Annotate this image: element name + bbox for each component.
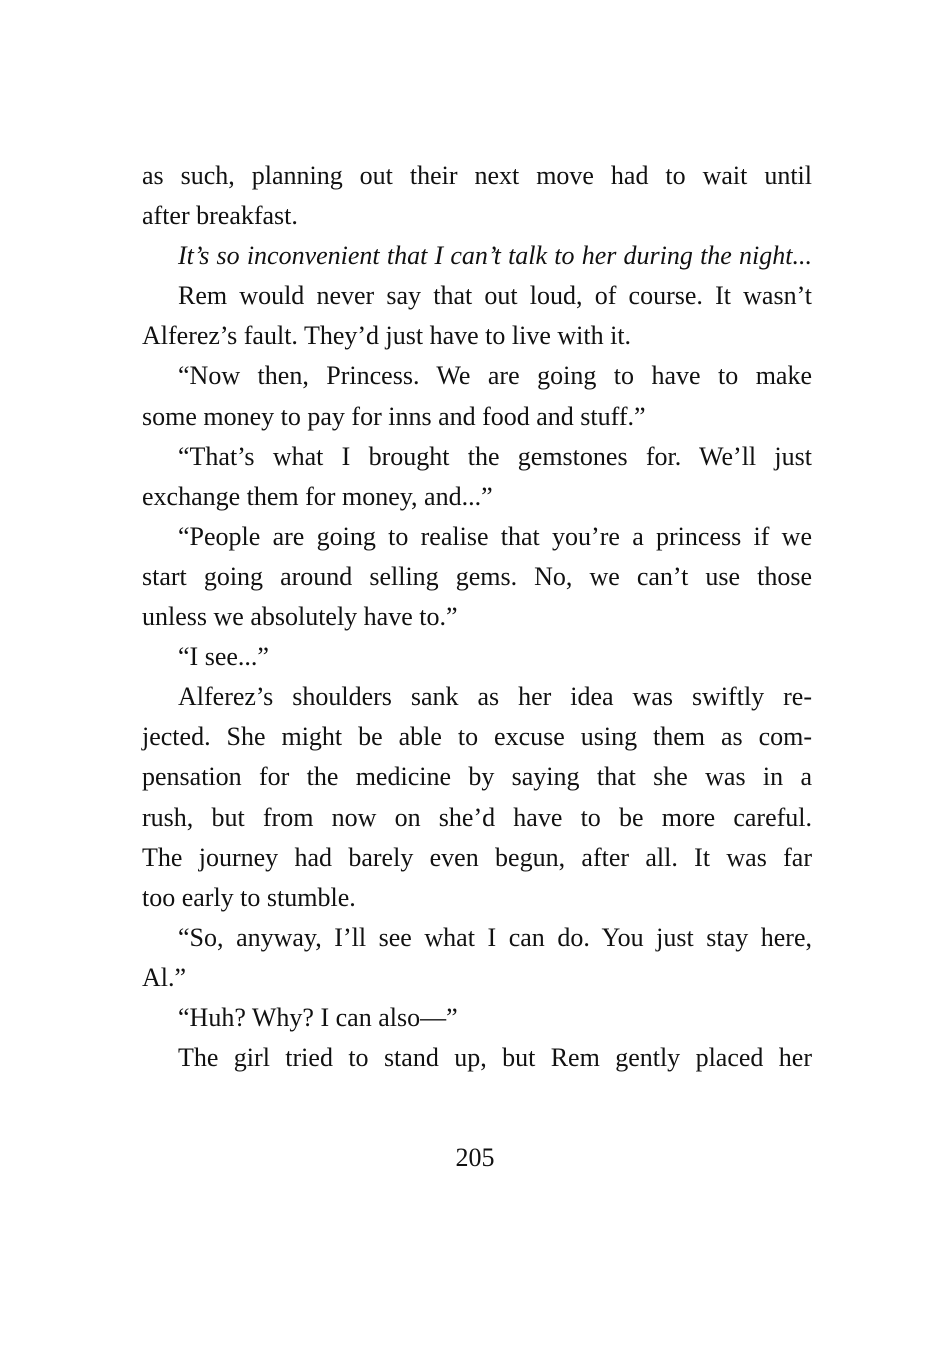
text-line: “I see...”	[178, 642, 269, 672]
text-line: Alferez’s fault. They’d just have to live with it.	[142, 321, 632, 351]
text-line: “Now then, Princess. We are going to have to make	[178, 361, 812, 391]
text-line: The journey had barely even begun, after all. It was far	[142, 842, 812, 872]
text-line: some money to pay for inns and food and stuff.”	[142, 401, 646, 431]
text-line: as such, planning out their next move had to wait until	[142, 161, 812, 190]
text-line: “That’s what I brought the gemstones for. We’ll just	[178, 441, 812, 471]
text-line: unless we absolutely have to.”	[142, 602, 458, 632]
inner-thought-line: It’s so inconvenient that I can’t talk to her during the night...	[178, 241, 812, 271]
body-text	[142, 156, 812, 1078]
text-line: The girl tried to stand up, but Rem gently placed her	[178, 1043, 812, 1073]
text-line: pensation for the medicine by saying that she was in a	[142, 762, 812, 792]
text-line: Rem would never say that out loud, of course. It wasn’t	[178, 281, 812, 311]
text-line: exchange them for money, and...”	[142, 481, 493, 511]
text-line: jected. She might be able to excuse using them as com-	[142, 722, 812, 752]
page-number: 205	[455, 1143, 495, 1172]
text-line: “So, anyway, I’ll see what I can do. You just stay here,	[178, 922, 812, 952]
text-line: “People are going to realise that you’re a princess if we	[178, 521, 812, 551]
text-line: rush, but from now on she’d have to be more careful.	[142, 802, 812, 832]
text-line: too early to stumble.	[142, 882, 356, 912]
text-line: Alferez’s shoulders sank as her idea was swiftly re-	[178, 682, 812, 712]
text-line: after breakfast.	[142, 201, 298, 231]
text-line: “Huh? Why? I can also—”	[178, 1002, 458, 1032]
text-line: start going around selling gems. No, we can’t use those	[142, 561, 812, 591]
text-line: Al.”	[142, 962, 187, 992]
